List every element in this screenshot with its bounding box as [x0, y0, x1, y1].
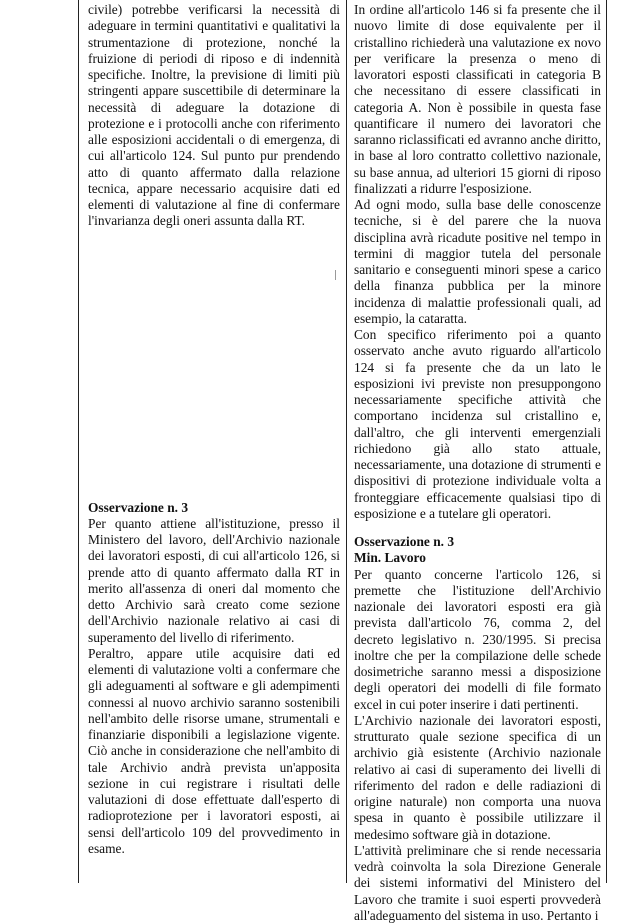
left-observation-heading: Osservazione n. 3: [88, 499, 189, 515]
right-paragraph-6: L'attività preliminare che si rende necessaria vedrà coinvolta la sola Direzione Generale dei sistemi informativi del Ministero del Lavoro che tramite i suoi esperti provvederà all'adeguamento del sistema in uso. Pertanto i: [354, 842, 601, 923]
right-observation-heading: Osservazione n. 3: [354, 534, 455, 549]
table-border-left: [78, 0, 79, 883]
table-border-right: [606, 0, 607, 883]
right-column: [354, 2, 601, 924]
left-column: [88, 2, 340, 857]
right-paragraph-4: Per quanto concerne l'articolo 126, si premette che l'istituzione dell'Archivio nazionale dei lavoratori esposti era già prevista dall'articolo 76, comma 2, del decreto legislativo n. 230/1995. Si precisa inoltre che per la compilazione delle schede dosimetriche saranno messi a disposizione degli operatori dei modelli di file formato excel in cui poter inserire i dati pertinenti.: [354, 566, 601, 712]
right-observation-subheading: Min. Lavoro: [354, 550, 426, 566]
left-paragraph-2: Per quanto attiene all'istituzione, presso il Ministero del lavoro, dell'Archivio nazionale dei lavoratori esposti, di cui all'articolo 126, si prende atto di quanto affermato dalla RT in merito all'assenza di oneri dal momento che detto Archivio sarà creato come sezione dell'Archivio nazionale relativo ai casi di superamento del livello di riferimento.: [88, 515, 340, 645]
left-paragraph-1: civile) potrebbe verificarsi la necessità di adeguare in termini quantitativi e qualitativi la strumentazione di protezione, nonché la fruizione di periodi di riposo e di indennità specifiche. Inoltre, la previsione di limiti più stringenti appare suscettibile di determinare la necessità di adeguare la dotazione di protezione e i protocolli anche con riferimento alle esposizioni accidentali o di emergenza, di cui all'articolo 124. Sul punto pur prendendo atto di quanto affermato dalla relazione tecnica, appare necessario acquisire dati ed elementi di valutazione al fine di confermare l'invarianza degli oneri assunta dalla RT.: [88, 2, 340, 229]
left-paragraph-3: Peraltro, appare utile acquisire dati ed elementi di valutazione volti a confermare che gli adeguamenti al software e gli adempimenti connessi al nuovo archivio saranno sostenibili nell'ambito delle risorse umane, strumentali e finanziarie disponibili a legislazione vigente. Ciò anche in considerazione che nell'ambito di tale Archivio andrà prevista un'apposita sezione in cui registrare i risultati delle valutazioni di dose effettuate dall'esperto di radioprotezione per i lavoratori esposti, ai sensi dell'articolo 109 del provvedimento in esame.: [88, 645, 340, 856]
table-column-divider: [346, 0, 347, 883]
right-paragraph-1: In ordine all'articolo 146 si fa presente che il nuovo limite di dose equivalente per il cristallino richiederà una valutazione ex novo per verificare la presenza o meno di lavoratori esposti classificati in categoria B che necessitano di essere classificati in categoria A. Non è possibile in questa fase quantificare il numero dei lavoratori che saranno riclassificati ed avranno anche diritto, in base al loro contratto collettivo nazionale, su base annua, ad ulteriori 15 giorni di riposo finalizzati a ridurre l'esposizione.: [354, 2, 601, 196]
right-paragraph-2: Ad ogni modo, sulla base delle conoscenze tecniche, si è del parere che la nuova disciplina avrà ricadute positive nel tempo in termini di maggior tutela del personale sanitario e conseguenti minori spese a carico della finanza pubblica per la minore incidenza di malattie professionali quali, ad esempio, la cataratta.: [354, 197, 601, 326]
right-paragraph-5: L'Archivio nazionale dei lavoratori esposti, strutturato quale sezione specifica di un archivio già esistente (Archivio nazionale relativo ai casi di superamento dei livelli di riferimento del radon e delle radiazioni di origine naturale) non comporta una nuova spesa in quanto è possibile utilizzare il medesimo software già in dotazione.: [354, 712, 601, 842]
right-paragraph-3: Con specifico riferimento poi a quanto osservato anche avuto riguardo all'articolo 124 si fa presente che da un lato le esposizioni ivi previste non presuppongono necessariamente specifiche attività che comportano incidenza sul cristallino e, dall'altro, che gli interventi emergenziali richiedono già allo stato attuale, necessariamente, una dotazione di strumenti e dispositivi di protezione individuale volta a fronteggiare efficacemente qualsiasi tipo di esposizione e a tutelare gli operatori.: [354, 327, 601, 521]
